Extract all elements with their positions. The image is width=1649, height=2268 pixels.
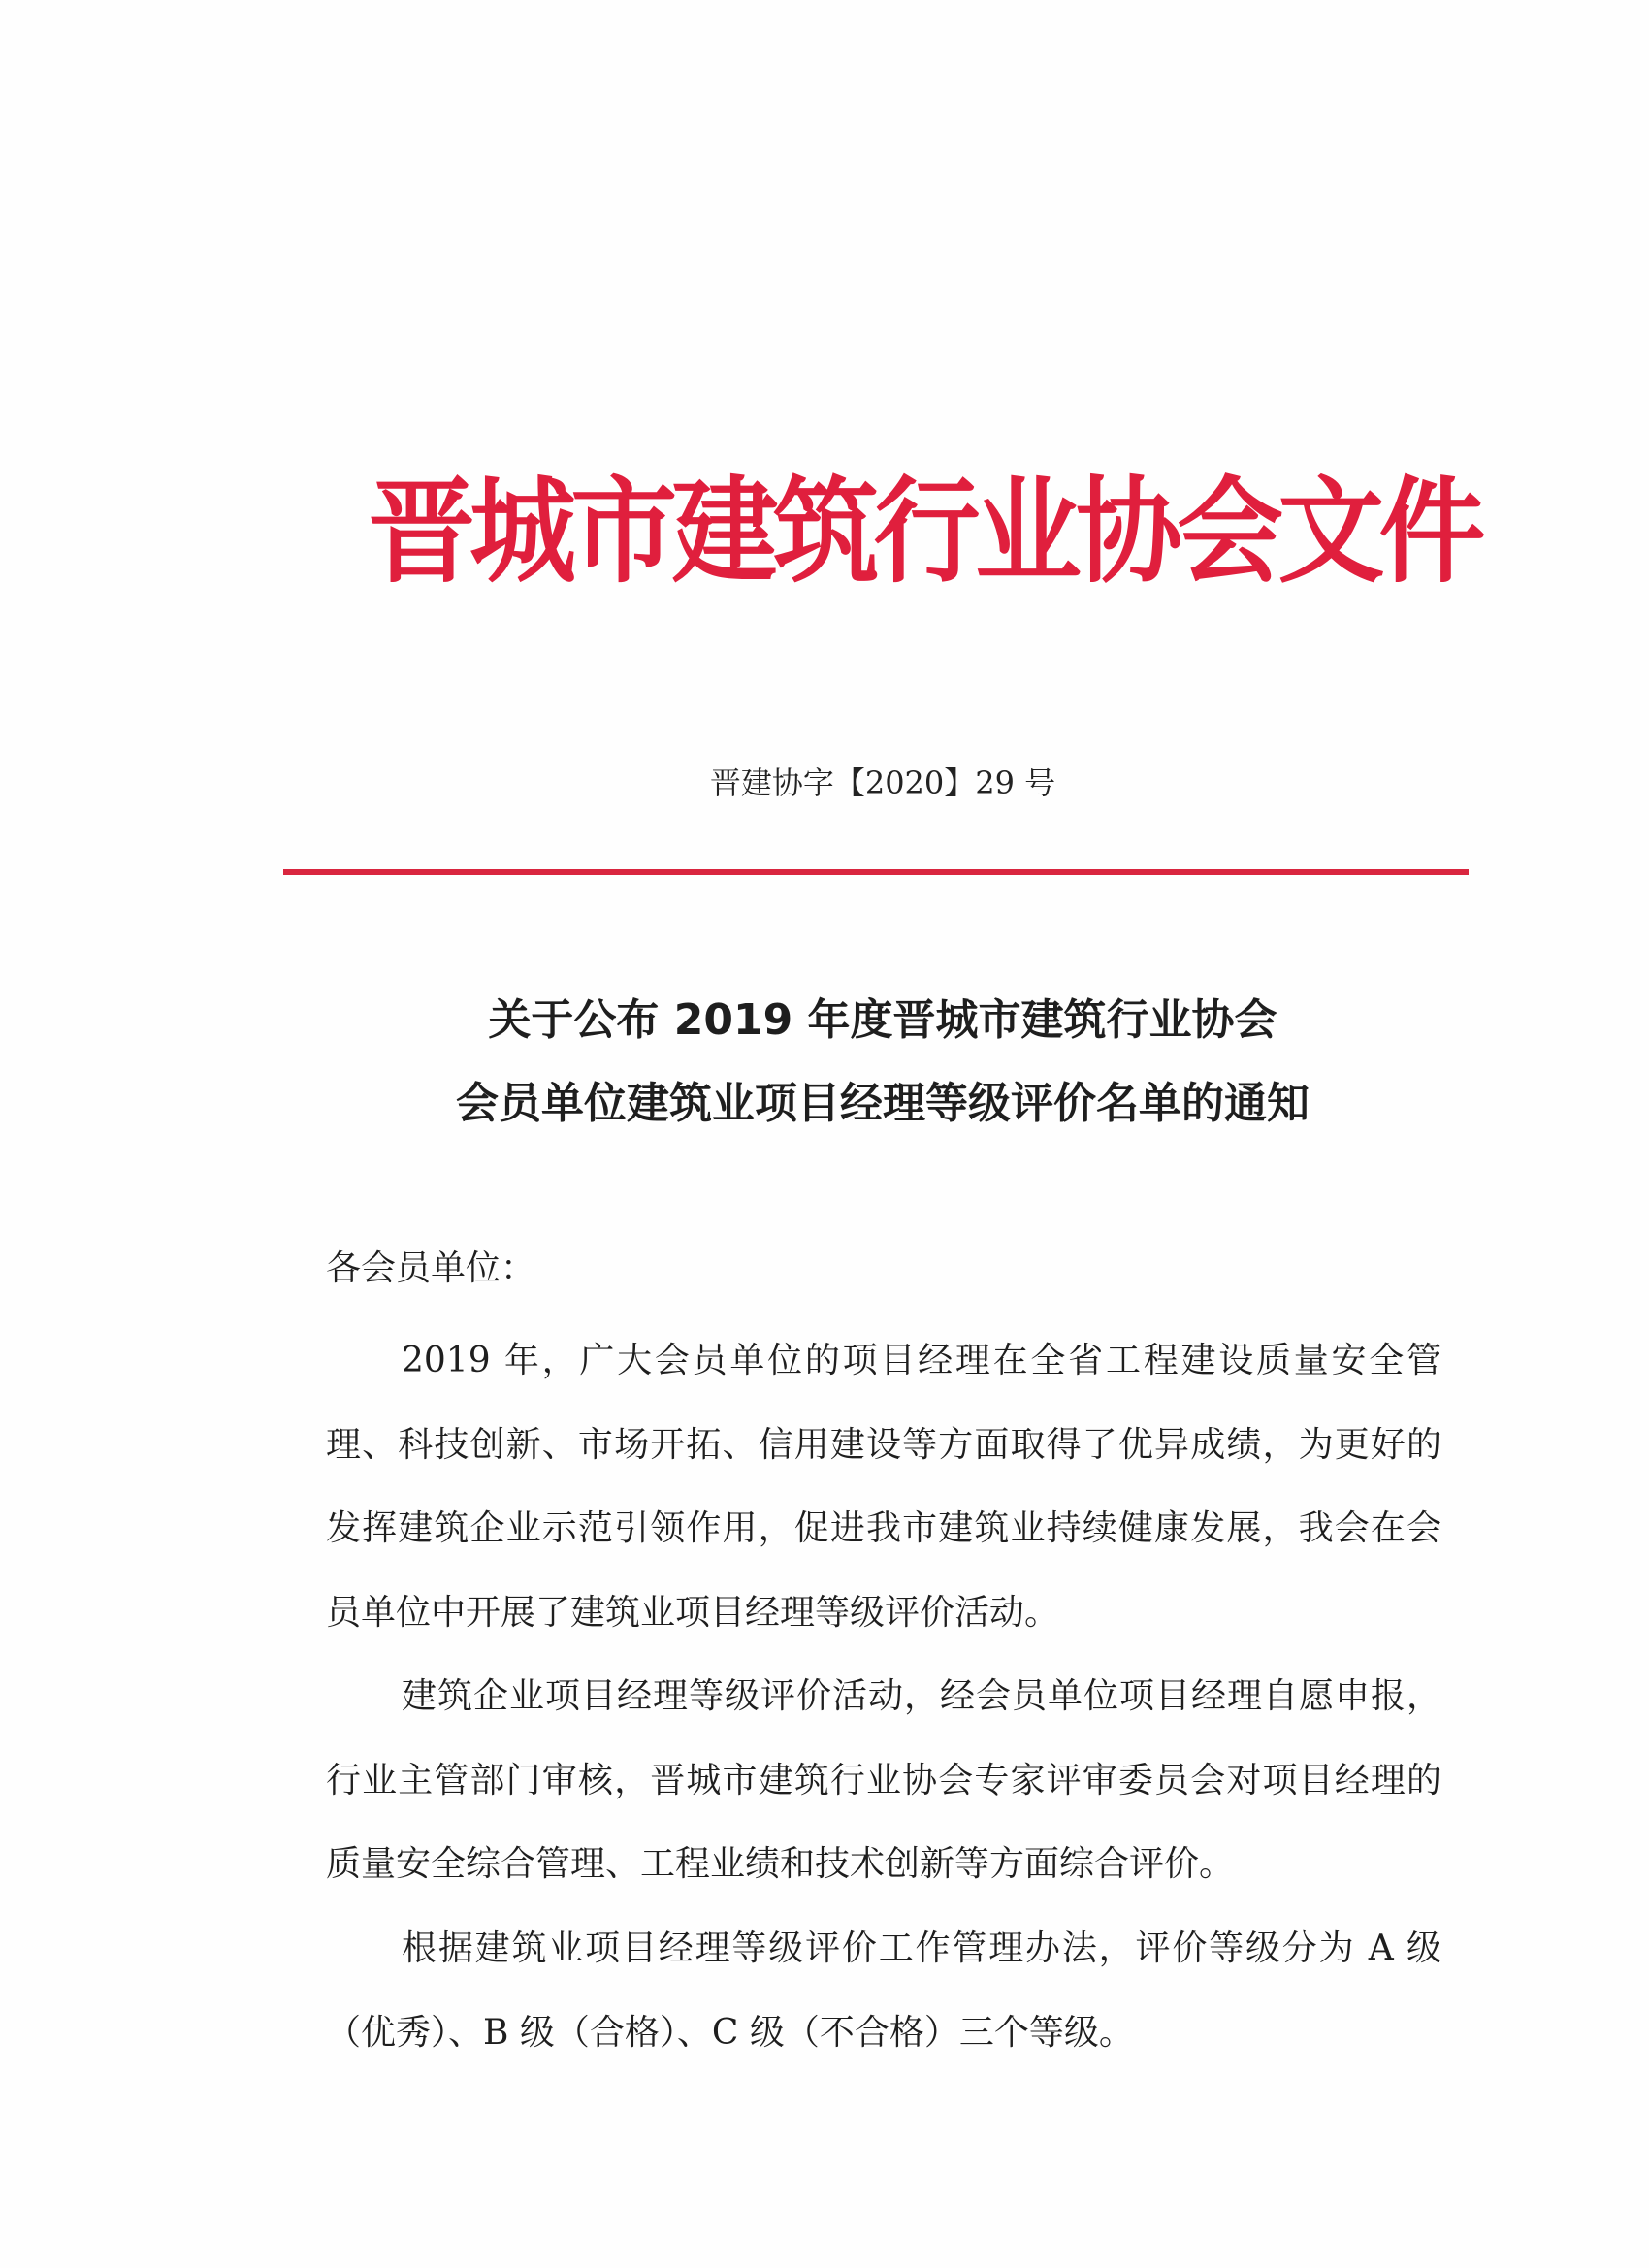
body-paragraph-3: 根据建筑业项目经理等级评价工作管理办法，评价等级分为 A 级（优秀）、B 级（合格）、C 级（不合格）三个等级。 — [326, 1928, 1441, 2053]
salutation: 各会员单位： — [326, 1248, 536, 1288]
red-divider-line — [283, 869, 1469, 875]
notice-title-line-2: 会员单位建筑业项目经理等级评价名单的通知 — [456, 1079, 1310, 1128]
document-number: 晋建协字【2020】29 号 — [709, 764, 1056, 801]
body-paragraph-1: 2019 年，广大会员单位的项目经理在全省工程建设质量安全管理、科技创新、市场开拓、信用建设等方面取得了优异成绩，为更好的发挥建筑企业示范引领作用，促进我市建筑业持续健康发展，我会在会员单位中开展了建筑业项目经理等级评价活动。 — [326, 1341, 1441, 1633]
notice-title-line-1: 关于公布 2019 年度晋城市建筑行业协会 — [488, 995, 1277, 1045]
masthead-title: 晋城市建筑行业协会文件 — [369, 465, 1480, 599]
body-paragraph-2: 建筑企业项目经理等级评价活动，经会员单位项目经理自愿申报，行业主管部门审核，晋城市建筑行业协会专家评审委员会对项目经理的质量安全综合管理、工程业绩和技术创新等方面综合评价。 — [326, 1676, 1441, 1884]
